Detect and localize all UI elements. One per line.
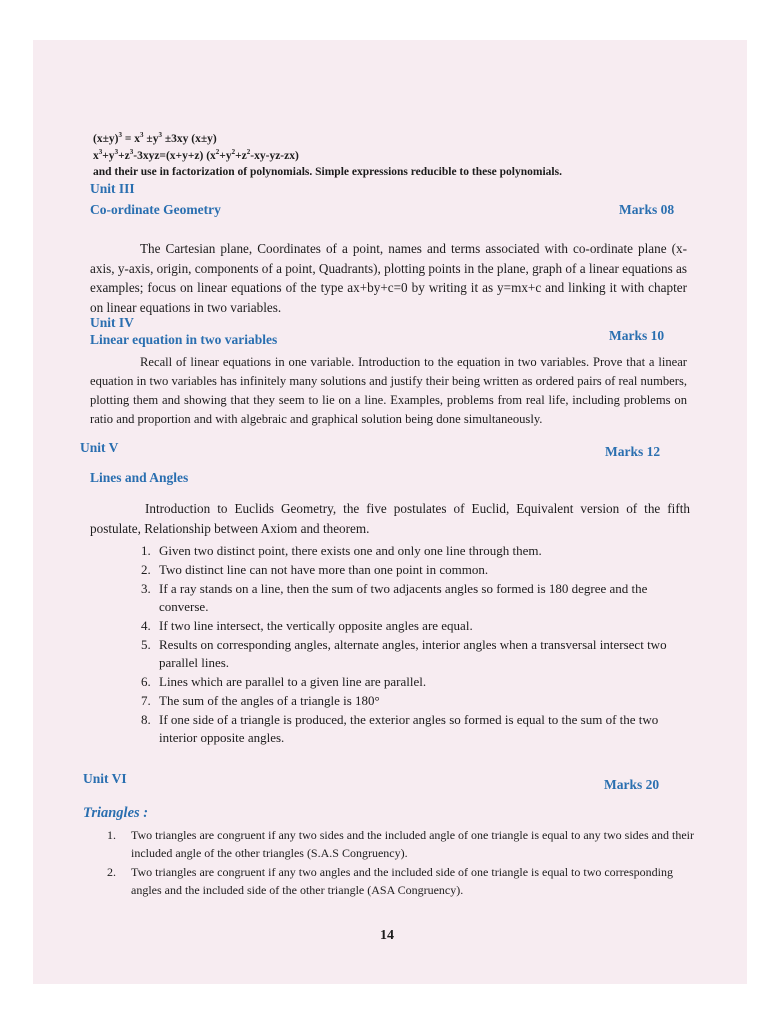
formula-part: +z [235,149,247,162]
formula-part: 3 [114,148,119,156]
formula-part: 3 [158,131,162,139]
formula-cube-identity [93,148,299,162]
list-item [141,711,691,747]
list-item [141,617,691,635]
list-item [141,636,691,672]
formula-part: 3 [140,131,144,139]
list-item-text: Results on corresponding angles, alternate angles, interior angles when a transversal intersect two parallel lines. [159,637,667,670]
list-item-text: Two triangles are congruent if any two sides and the included angle of one triangle is equal to any two sides and their included angle of the other triangles (S.A.S Congruency). [131,828,694,860]
list-item [141,692,691,710]
formula-part: -3xyz=(x+y+z) (x [133,149,216,162]
list-item-number: 4. [141,618,151,633]
unit-4-marks: Marks 10 [609,328,665,343]
formula-part: ±3xy (x±y) [161,132,217,145]
list-item-number: 2. [107,865,116,879]
list-item-text: If two line intersect, the vertically opposite angles are equal. [159,618,473,633]
formula-part: +y [102,149,115,162]
unit-6-marks: Marks 20 [604,777,660,792]
list-item-number: 1. [141,543,151,558]
unit-3-label: Unit III [90,181,135,196]
list-item-number: 2. [141,562,151,577]
unit-5-label: Unit V [80,440,119,455]
list-item-number: 1. [107,828,116,842]
formula-part: +y [219,149,232,162]
list-item-text: Lines which are parallel to a given line are parallel. [159,674,427,689]
formula-part: 3 [129,148,134,156]
list-item-number: 3. [141,581,151,596]
formula-part: 2 [215,148,220,156]
formula-part: = x [121,132,141,145]
list-item [141,542,691,560]
formula-part: 2 [246,148,251,156]
unit-4-title: Linear equation in two variables [90,332,278,347]
unit-5-marks: Marks 12 [605,444,661,459]
list-item [141,561,691,579]
formula-part: (x±y) [93,132,119,145]
list-item-number: 6. [141,674,151,689]
formula-part: ±y [143,132,159,145]
unit-6-label: Unit VI [83,771,127,786]
list-item-number: 8. [141,712,151,727]
unit-6-list [107,826,697,900]
unit-5-intro: Introduction to Euclids Geometry, the five postulates of Euclid, Equivalent version of the fifth postulate, Relationship between Axiom and theorem. [90,501,690,536]
formula-part: -xy-yz-zx) [250,149,299,162]
list-item [141,673,691,691]
formula-usage-text: and their use in factorization of polynomials. Simple expressions reducible to these polynomials. [93,166,562,178]
list-item-text: If one side of a triangle is produced, the exterior angles so formed is equal to the sum of the two interior opposite angles. [159,712,659,745]
list-item-number: 5. [141,637,151,652]
list-item-text: Two triangles are congruent if any two angles and the included side of one triangle is equal to two corresponding angles and the included side of the other triangle (ASA Congruency). [131,865,674,897]
formula-cube-sum [93,131,217,145]
list-item-number: 7. [141,693,151,708]
document-page [33,40,747,984]
unit-3-body: The Cartesian plane, Coordinates of a point, names and terms associated with co-ordinate plane (x-axis, y-axis, origin, components of a point, Quadrants), plotting points in the plane, graph of a linear equations as examples; focus on linear equations of the type ax+by+c=0 by writing it as y=mx+c and linking it with chapter on linear equations in two variables. [90,241,687,315]
formula-part: 2 [231,148,236,156]
list-item [141,580,691,616]
unit-5-list [141,542,691,748]
formula-part: 3 [118,131,122,139]
unit-6-title: Triangles : [83,805,149,821]
page-number: 14 [380,928,394,943]
unit-5-title: Lines and Angles [90,470,189,485]
formula-part: 3 [98,148,103,156]
list-item-text: The sum of the angles of a triangle is 180° [159,693,380,708]
list-item-text: Given two distinct point, there exists one and only one line through them. [159,543,542,558]
list-item-text: Two distinct line can not have more than one point in common. [159,562,489,577]
unit-4-body: Recall of linear equations in one variable. Introduction to the equation in two variables. Prove that a linear equation in two variables has infinitely many solutions and justify their being written as ordered pairs of real numbers, plotting them and showing that they seem to lie on a line. Examples, problems from real life, including problems on ratio and proportion and with algebraic and graphical solution being done simultaneously. [90,355,688,426]
formula-part: x [93,149,99,162]
formula-part: +z [118,149,130,162]
unit-4-label: Unit IV [90,315,134,330]
list-item-text: If a ray stands on a line, then the sum of two adjacents angles so formed is 180 degree and the converse. [159,581,648,614]
list-item [107,863,697,899]
unit-3-marks: Marks 08 [619,202,675,217]
list-item [107,826,697,862]
unit-3-title: Co-ordinate Geometry [90,202,221,217]
